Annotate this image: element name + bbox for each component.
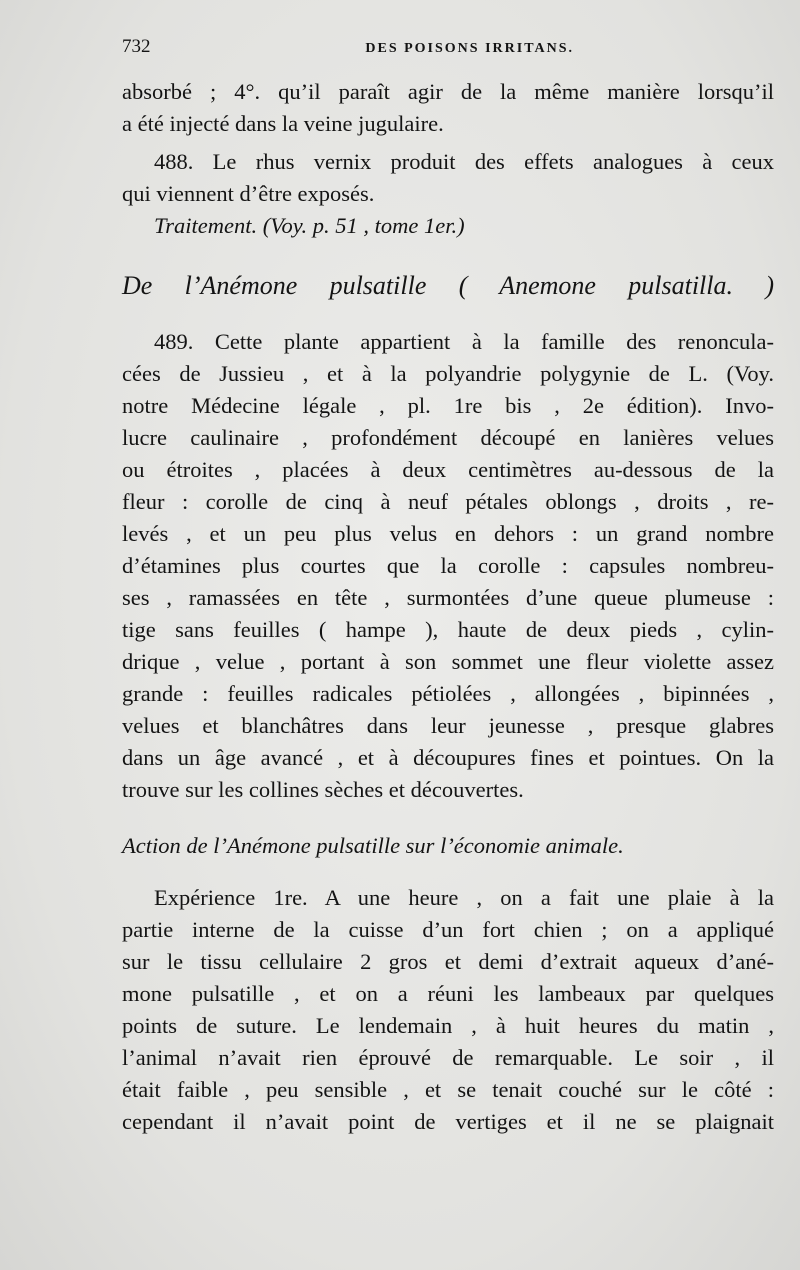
running-title: DES POISONS IRRITANS. — [365, 41, 574, 56]
text-line: lucre caulinaire , profondément découpé en lanières velues — [122, 425, 774, 450]
experience-paragraph — [122, 882, 774, 1138]
text-line: qui viennent d’être exposés. — [122, 181, 375, 206]
paragraph-489 — [122, 326, 774, 806]
text-line: Expérience 1re. A une heure , on a fait une plaie à la — [154, 885, 774, 910]
text-line: ou étroites , placées à deux centimètres au-dessous de la — [122, 457, 774, 482]
page-text — [122, 36, 774, 1138]
text-line: l’animal n’avait rien éprouvé de remarquable. Le soir , il — [122, 1045, 774, 1070]
section-title: De l’Anémone pulsatille ( Anemone pulsatilla. ) — [122, 271, 774, 300]
text-line: cées de Jussieu , et à la polyandrie polygynie de L. (Voy. — [122, 361, 774, 386]
text-line: 488. Le rhus vernix produit des effets analogues à ceux — [154, 149, 774, 174]
text-line: absorbé ; 4°. qu’il paraît agir de la même manière lorsqu’il — [122, 79, 774, 104]
text-line: partie interne de la cuisse d’un fort chien ; on a appliqué — [122, 917, 774, 942]
paragraph-488 — [122, 146, 774, 210]
text-line: notre Médecine légale , pl. 1re bis , 2e édition). Invo- — [122, 393, 774, 418]
text-line: ses , ramassées en tête , surmontées d’une queue plumeuse : — [122, 585, 774, 610]
subsection-title: Action de l’Anémone pulsatille sur l’économie animale. — [122, 833, 624, 858]
text-line: trouve sur les collines sèches et découvertes. — [122, 777, 524, 802]
text-line: était faible , peu sensible , et se tenait couché sur le côté : — [122, 1077, 774, 1102]
text-line: levés , et un peu plus velus en dehors : un grand nombre — [122, 521, 774, 546]
text-line: cependant il n’avait point de vertiges et il ne se plaignait — [122, 1109, 774, 1134]
text-line: 489. Cette plante appartient à la famille des renoncula- — [154, 329, 774, 354]
traitement-line: Traitement. (Voy. p. 51 , tome 1er.) — [154, 213, 465, 238]
text-line: velues et blanchâtres dans leur jeunesse , presque glabres — [122, 713, 774, 738]
text-line: mone pulsatille , et on a réuni les lambeaux par quelques — [122, 981, 774, 1006]
text-line: a été injecté dans la veine jugulaire. — [122, 111, 444, 136]
text-line: d’étamines plus courtes que la corolle : capsules nombreu- — [122, 553, 774, 578]
text-line: grande : feuilles radicales pétiolées , allongées , bipinnées , — [122, 681, 774, 706]
page-number: 732 — [122, 36, 151, 57]
text-line: fleur : corolle de cinq à neuf pétales oblongs , droits , re- — [122, 489, 774, 514]
text-line: drique , velue , portant à son sommet une fleur violette assez — [122, 649, 774, 674]
text-line: tige sans feuilles ( hampe ), haute de deux pieds , cylin- — [122, 617, 774, 642]
continued-paragraph — [122, 76, 774, 140]
text-line: dans un âge avancé , et à découpures fines et pointues. On la — [122, 745, 774, 770]
text-line: sur le tissu cellulaire 2 gros et demi d’extrait aqueux d’ané- — [122, 949, 774, 974]
text-line: points de suture. Le lendemain , à huit heures du matin , — [122, 1013, 774, 1038]
running-header — [122, 36, 774, 76]
